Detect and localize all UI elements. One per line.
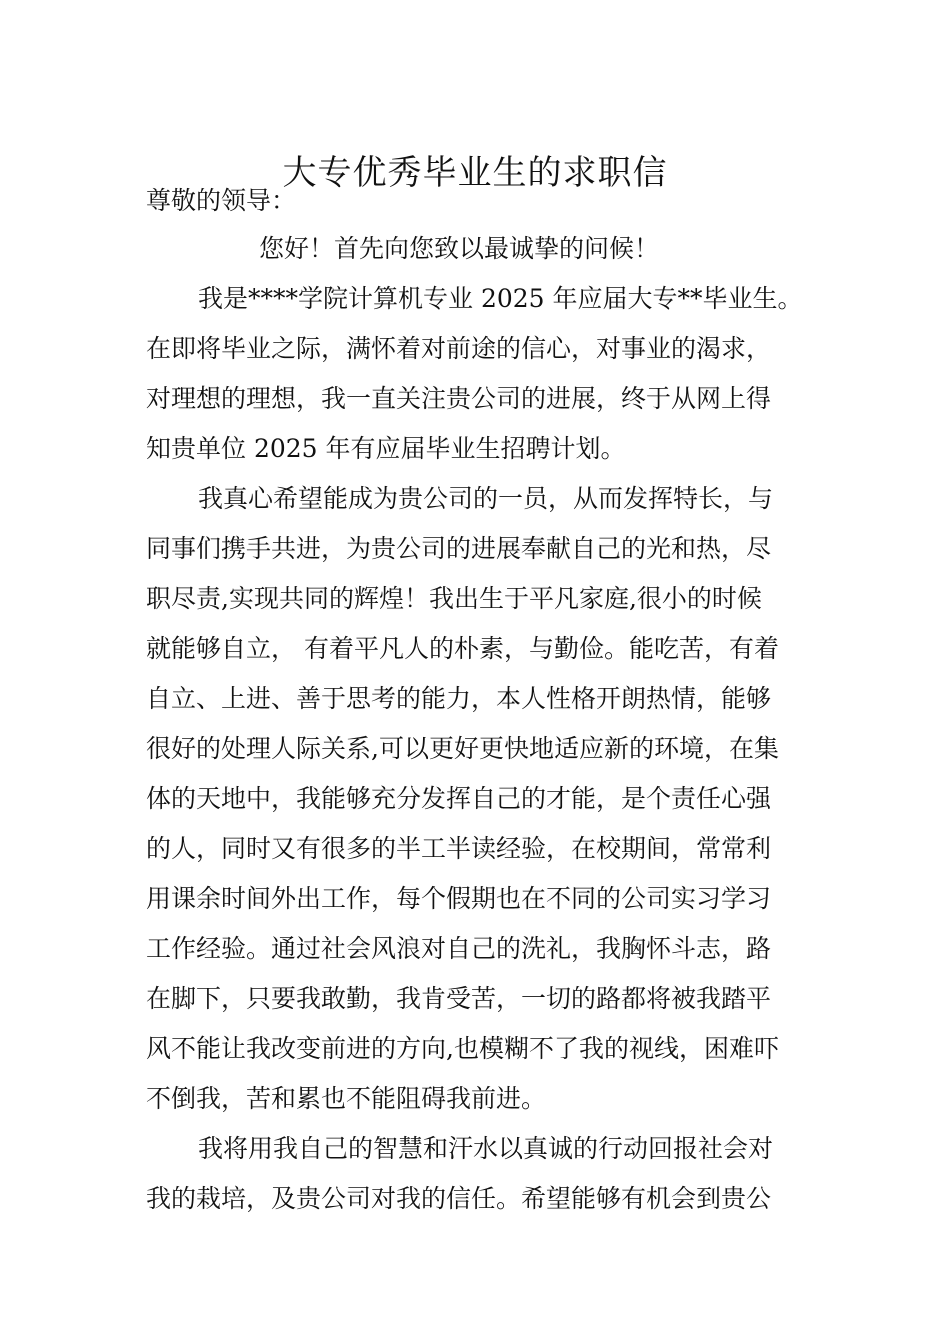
paragraph-line: 自立、上进、善于思考的能力，本人性格开朗热情，能够: [146, 684, 772, 713]
paragraph-line: 知贵单位 2025 年有应届毕业生招聘计划。: [146, 434, 626, 463]
paragraph-line: 在即将毕业之际，满怀着对前途的信心，对事业的渴求，: [146, 334, 772, 363]
paragraph-line: 我的栽培，及贵公司对我的信任。希望能够有机会到贵公: [146, 1184, 772, 1213]
paragraph-line: 我真心希望能成为贵公司的一员，从而发挥特长，与: [198, 484, 774, 513]
paragraph-line: 的人，同时又有很多的半工半读经验，在校期间，常常利: [146, 834, 772, 863]
paragraph-line: 在脚下，只要我敢勤，我肯受苦，一切的路都将被我踏平: [146, 984, 772, 1013]
paragraph-line: 体的天地中，我能够充分发挥自己的才能，是个责任心强: [146, 784, 772, 813]
paragraph-line: 风不能让我改变前进的方向,也模糊不了我的视线，困难吓: [146, 1034, 779, 1063]
paragraph-line: 很好的处理人际关系,可以更好更快地适应新的环境，在集: [146, 734, 779, 763]
paragraph-line: 用课余时间外出工作，每个假期也在不同的公司实习学习: [146, 884, 772, 913]
paragraph-line: 同事们携手共进，为贵公司的进展奉献自己的光和热，尽: [146, 534, 772, 563]
paragraph-line: 职尽责,实现共同的辉煌！我出生于平凡家庭,很小的时候: [146, 584, 762, 613]
paragraph-line: 就能够自立， 有着平凡人的朴素，与勤俭。能吃苦，有着: [146, 634, 779, 663]
greeting-line: 您好！首先向您致以最诚挚的问候！: [259, 234, 660, 263]
salutation: 尊敬的领导：: [146, 186, 297, 215]
paragraph-line: 我将用我自己的智慧和汗水以真诚的行动回报社会对: [198, 1134, 774, 1163]
paragraph-line: 工作经验。通过社会风浪对自己的洗礼，我胸怀斗志，路: [146, 934, 772, 963]
paragraph-line: 对理想的理想，我一直关注贵公司的进展，终于从网上得: [146, 384, 772, 413]
document-title: 大专优秀毕业生的求职信: [282, 152, 668, 193]
paragraph-line: 我是****学院计算机专业 2025 年应届大专**毕业生。: [198, 284, 803, 313]
paragraph-line: 不倒我，苦和累也不能阻碍我前进。: [146, 1084, 547, 1113]
